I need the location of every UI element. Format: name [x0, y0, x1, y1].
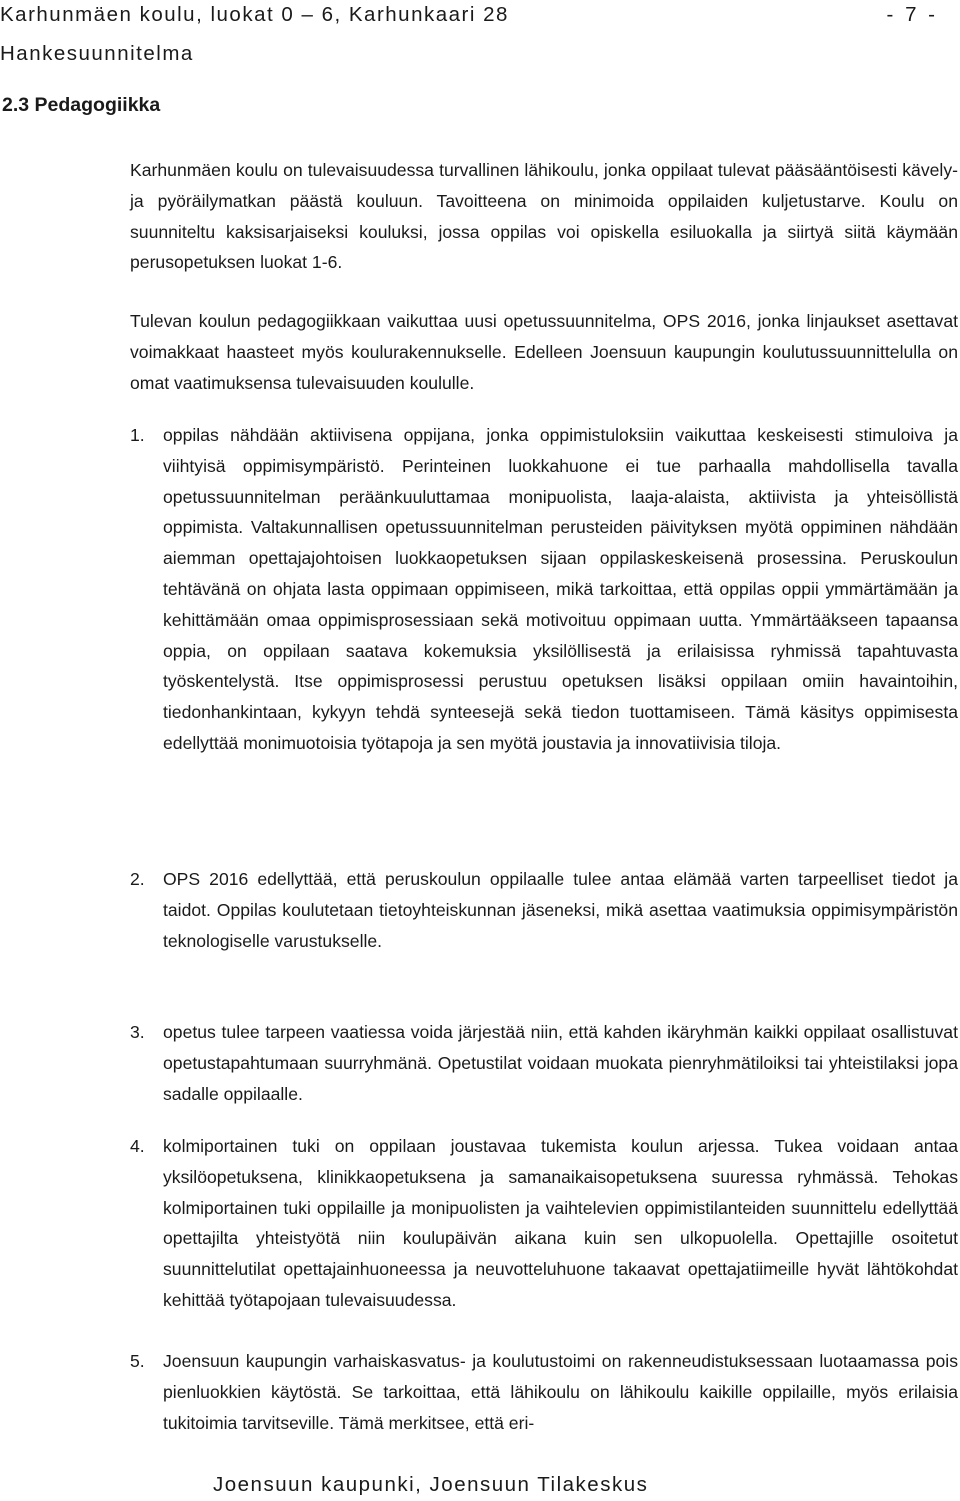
page-number: - 7 -	[886, 3, 938, 26]
list-item	[130, 1131, 958, 1316]
list-item	[130, 1017, 958, 1109]
list-item-text: opetus tulee tarpeen vaatiessa voida järjestää niin, että kahden ikäryhmän kaikki oppilaat osallistuvat opetustapahtumaan suurryhmänä. Opetustilat voidaan muokata pienryhmätiloiksi tai yhteistilaksi jopa sadalle oppilaalle.	[163, 1022, 958, 1104]
list-item-number: 3.	[130, 1022, 145, 1042]
list-item-number: 5.	[130, 1351, 145, 1371]
list-item	[130, 864, 958, 956]
list-item-text: kolmiportainen tuki on oppilaan joustavaa tukemista koulun arjessa. Tukea voidaan antaa yksilöopetuksena, klinikkaopetuksena ja samanaikaisopetuksena suuressa ryhmässä. Tehokas kolmiportainen tuki oppilaille ja monipuolisten ja vaihtelevien oppimistilanteiden suunnittelu edellyttää opettajilta yhteistyötä niin koulupäivän aikana kuin sen ulkopuolella. Opettajille osoitetut suunnittelutilat opettajainhuoneessa ja neuvotteluhuone takaavat opettajatiimeille hyvät lähtökohdat kehittää työtapojaan tulevaisuudessa.	[163, 1136, 958, 1310]
list-item-number: 1.	[130, 425, 145, 445]
list-item	[130, 1346, 958, 1438]
list-item	[130, 420, 958, 759]
list-item-text: oppilas nähdään aktiivisena oppijana, jonka oppimistuloksiin vaikuttaa keskeisesti stimuloiva ja viihtyisä oppimisympäristö. Perinteinen luokkahuone ei tue parhaalla mahdollisella tavalla opetussuunnitelman peräänkuuluttamaa monipuolista, laaja-alaista, aktiivista ja yhteisöllistä oppimista. Valtakunnallisen opetussuunnitelman perusteiden päivityksen myötä oppiminen nähdään aiemman opettajajohtoisen luokkaopetuksen sijaan oppilaskeskeisenä prosessina. Peruskoulun tehtävänä on ohjata lasta oppimaan oppimiseen, mikä tarkoittaa, että oppilas oppii ymmärtämään ja kehittämään omaa oppimisprosessiaan sekä motivoituu oppimaan uutta. Ymmärtääkseen tapaansa oppia, on oppilaan saatava kokemuksia yksilöllisestä ja erilaisissa ryhmissä tapahtuvasta työskentelystä. Itse oppimisprosessi perustuu opetuksen lisäksi oppilaan omiin havaintoihin, tiedonhankintaan, kykyyn tehdä synteesejä sekä tiedon tuottamiseen. Tämä käsitys oppimisesta edellyttää monimuotoisia työtapoja ja sen myötä joustavia ja innovatiivisia tiloja.	[163, 425, 958, 753]
document-footer: Joensuun kaupunki, Joensuun Tilakeskus	[213, 1473, 649, 1496]
list-item-number: 4.	[130, 1136, 145, 1156]
list-item-text: OPS 2016 edellyttää, että peruskoulun oppilaalle tulee antaa elämää varten tarpeelliset tiedot ja taidot. Oppilas koulutetaan tietoyhteiskunnan jäseneksi, mikä asettaa vaatimuksia oppimisympäristön teknologiselle varustukselle.	[163, 869, 958, 951]
section-heading: 2.3 Pedagogiikka	[2, 94, 161, 116]
document-header-title: Karhunmäen koulu, luokat 0 – 6, Karhunkaari 28	[0, 3, 509, 26]
curriculum-paragraph: Tulevan koulun pedagogiikkaan vaikuttaa uusi opetussuunnitelma, OPS 2016, jonka linjaukset asettavat voimakkaat haasteet myös koulurakennukselle. Edelleen Joensuun kaupungin koulutussuunnittelulla on omat vaatimuksensa tulevaisuuden koululle.	[130, 311, 958, 393]
list-item-number: 2.	[130, 869, 145, 889]
document-header-subtitle: Hankesuunnitelma	[0, 42, 194, 65]
list-item-text: Joensuun kaupungin varhaiskasvatus- ja koulutustoimi on rakenneudistuksessaan luotaamassa pois pienluokkien käytöstä. Se tarkoittaa, että lähikoulu on lähikoulu kaikille oppilaille, myös erilaisia tukitoimia tarvitseville. Tämä merkitsee, että eri-	[163, 1351, 958, 1433]
intro-paragraph: Karhunmäen koulu on tulevaisuudessa turvallinen lähikoulu, jonka oppilaat tulevat pääsääntöisesti kävely- ja pyöräilymatkan päästä kouluun. Tavoitteena on minimoida oppilaiden kuljetustarve. Koulu on suunniteltu kaksisarjaiseksi kouluksi, jossa oppilas voi opiskella esiluokalla ja siirtyä siitä käymään perusopetuksen luokat 1-6.	[130, 160, 958, 273]
